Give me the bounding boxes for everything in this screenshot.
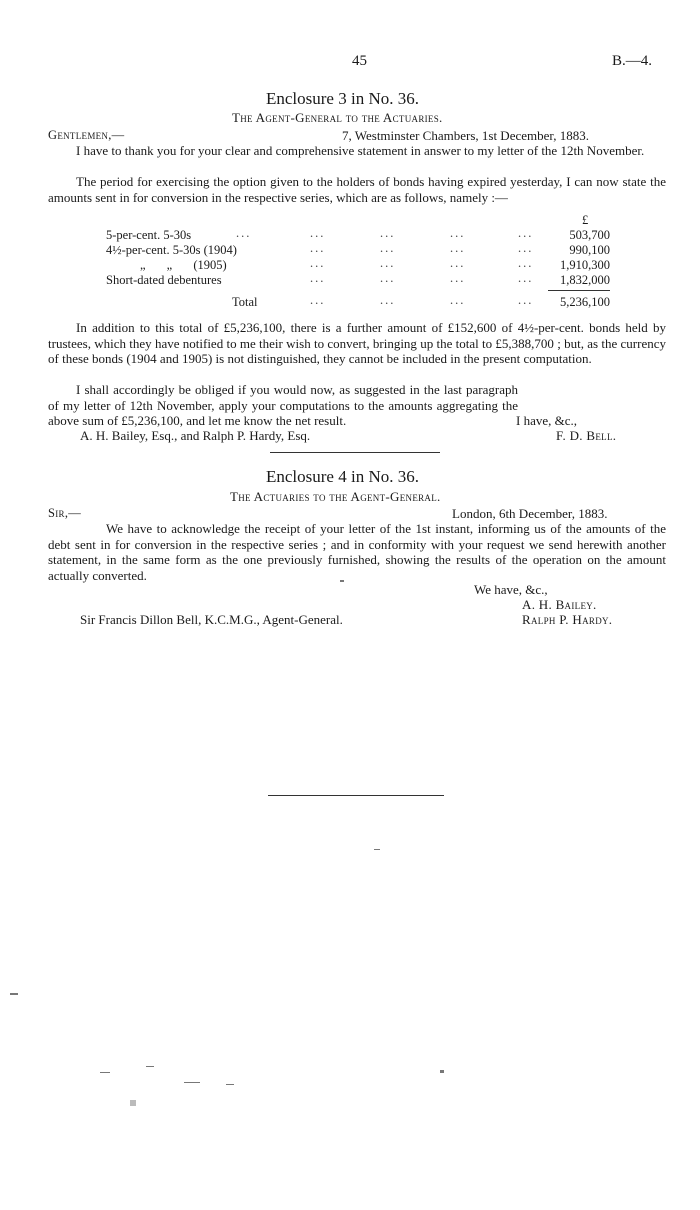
enclosure-3-paragraph-1: I have to thank you for your clear and comprehensive statement in answer to my letter of the 12th November. — [76, 143, 645, 158]
enclosure-4-subtitle: The Actuaries to the Agent-General. — [230, 489, 441, 504]
leader-dots: ... — [518, 293, 534, 307]
enclosure-4-salutation: Sir,— — [48, 506, 82, 520]
enclosure-4-paragraph-1: We have to acknowledge the receipt of your letter of the 1st instant, informing us of the amounts of the debt sent in for conversion in the respective series ; and in conformity with your request we send herewith another statement, in the same form as the one previously furnished, showing the results of the operation on the amount actually converted. — [48, 521, 666, 583]
table-row-amount: 990,100 — [569, 243, 610, 257]
leader-dots: ... — [380, 241, 396, 255]
total-label: Total — [232, 295, 258, 309]
leader-dots: ... — [450, 271, 466, 285]
enclosure-4-closing: We have, &c., — [474, 582, 548, 597]
scan-speck — [10, 993, 18, 995]
enclosure-4-address-date: London, 6th December, 1883. — [452, 506, 608, 521]
table-row-amount: 1,910,300 — [560, 258, 610, 272]
enclosure-4-signature-1: A. H. Bailey. — [522, 597, 597, 612]
enclosure-3-title: Enclosure 3 in No. 36. — [266, 89, 419, 108]
leader-dots: ... — [310, 271, 326, 285]
scan-speck — [130, 1100, 136, 1106]
leader-dots: ... — [450, 293, 466, 307]
leader-dots: ... — [236, 226, 252, 240]
scan-speck — [226, 1084, 234, 1085]
leader-dots: ... — [310, 226, 326, 240]
enclosure-3-paragraph-2: The period for exercising the option given to the holders of bonds having expired yesterday, I can now state the amounts sent in for conversion in the respective series, which are as follows, namely :— — [48, 174, 666, 205]
table-row-label: Short-dated debentures — [106, 273, 222, 287]
enclosure-3-paragraph-3: In addition to this total of £5,236,100, there is a further amount of £152,600 of 4½-per-cent. bonds held by trustees, which they have notified to me their wish to convert, bringing up the total to £5,388,700 ; but, as the currency of these bonds (1904 and 1905) is not distinguished, they cannot be included in the present computation. — [48, 320, 666, 366]
leader-dots: ... — [380, 256, 396, 270]
leader-dots: ... — [450, 256, 466, 270]
enclosure-3-address-date: 7, Westminster Chambers, 1st December, 1883. — [342, 128, 589, 143]
enclosure-3-subtitle: The Agent-General to the Actuaries. — [232, 110, 443, 125]
enclosure-3-signature: F. D. Bell. — [556, 428, 617, 443]
leader-dots: ... — [380, 226, 396, 240]
leader-dots: ... — [380, 293, 396, 307]
enclosure-4-title: Enclosure 4 in No. 36. — [266, 467, 419, 486]
leader-dots: ... — [518, 241, 534, 255]
leader-dots: ... — [310, 241, 326, 255]
leader-dots: ... — [518, 271, 534, 285]
section-divider — [270, 452, 440, 453]
table-row-label: 5-per-cent. 5-30s — [106, 228, 192, 242]
table-row-amount: 1,832,000 — [560, 273, 610, 287]
table-row-label: „ „ (1905) — [140, 258, 227, 272]
leader-dots: ... — [310, 256, 326, 270]
enclosure-4-signature-2: Ralph P. Hardy. — [522, 612, 613, 627]
enclosure-3-closing: I have, &c., — [516, 413, 578, 428]
scan-speck — [340, 580, 344, 582]
enclosure-3-paragraph-4: I shall accordingly be obliged if you would now, as suggested in the last paragraph of my letter of 12th November, apply your computations to the amounts aggregating the above sum of £5,236,100, and let me know the net result. — [48, 382, 518, 428]
table-row-amount: 503,700 — [569, 228, 610, 242]
leader-dots: ... — [518, 226, 534, 240]
leader-dots: ... — [450, 241, 466, 255]
table-row-label: 4½-per-cent. 5-30s (1904) — [106, 243, 237, 257]
leader-dots: ... — [310, 293, 326, 307]
enclosure-3-salutation: Gentlemen,— — [48, 128, 125, 142]
scan-speck — [374, 849, 380, 850]
scan-speck — [184, 1082, 200, 1083]
total-rule — [548, 290, 610, 291]
document-reference: B.—4. — [612, 53, 653, 69]
scan-speck — [146, 1066, 154, 1067]
end-rule — [268, 795, 444, 796]
leader-dots: ... — [380, 271, 396, 285]
scan-speck — [440, 1070, 444, 1073]
enclosure-3-addressee: A. H. Bailey, Esq., and Ralph P. Hardy, Esq. — [80, 428, 311, 443]
leader-dots: ... — [450, 226, 466, 240]
leader-dots: ... — [518, 256, 534, 270]
enclosure-4-addressee: Sir Francis Dillon Bell, K.C.M.G., Agent-General. — [80, 612, 343, 627]
total-amount: 5,236,100 — [560, 295, 610, 309]
page-number: 45 — [352, 53, 367, 69]
scan-speck — [100, 1072, 110, 1073]
currency-header: £ — [582, 213, 589, 227]
